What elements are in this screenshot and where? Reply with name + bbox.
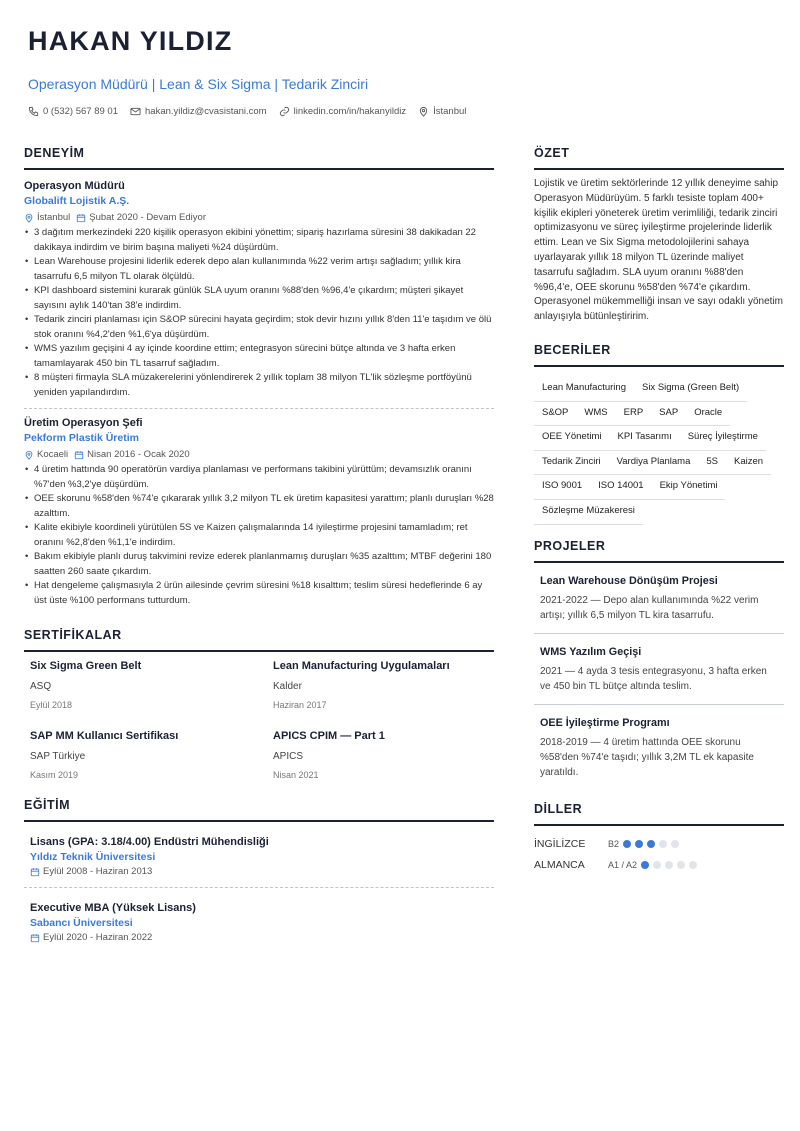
link-icon: [279, 106, 290, 117]
calendar-icon: [74, 450, 84, 460]
cert-name: SAP MM Kullanıcı Sertifikası: [30, 730, 179, 742]
cert-date: Nisan 2021: [273, 770, 319, 780]
certification-item: [30, 660, 273, 730]
language-name: İNGİLİZCE: [534, 838, 586, 851]
candidate-tagline: Operasyon Müdürü | Lean & Six Sigma | Tedarik Zinciri: [28, 76, 369, 92]
rating-dot-filled: [647, 840, 655, 848]
job-period: Nisan 2016 - Ocak 2020: [87, 449, 190, 460]
language-level: A1 / A2: [608, 860, 638, 871]
bullet-item: • Hat dengeleme çalışmasıyla 2 ürün ailesinde çevrim süresini %18 kısalttım; teslim süresi hedeflerinde 6 ay üst üste %100 performans tutturdum.: [24, 579, 494, 608]
rating-dot-empty: [689, 861, 697, 869]
project-desc: 2021 — 4 ayda 3 tesis entegrasyonu, 3 hafta erken ve 450 bin TL bütçe altında teslim.: [540, 665, 767, 692]
dashed-divider: [24, 408, 494, 409]
degree-title: Lisans (GPA: 3.18/4.00) Endüstri Mühendisliği: [30, 836, 269, 848]
cert-org: Kalder: [273, 681, 302, 692]
cert-org: APICS: [273, 751, 304, 762]
cert-org: ASQ: [30, 681, 52, 692]
bullet-item: • 3 dağıtım merkezindeki 220 kişilik operasyon ekibini yönettim; sipariş hazırlama süresini 38 dakikadan 22 dakikaya indirdim ve birim başına maliyeti %24 düşürdüm.: [24, 226, 494, 255]
bullet-item: • Bakım ekibiyle planlı duruş takvimini revize ederek planlanmamış duruşları %35 azalttım; MTBF değerini 180 saatten 260 saate çıkardım.: [24, 550, 494, 579]
project-item: [534, 634, 784, 694]
skill-tag: WMS: [576, 402, 615, 427]
rating-dot-empty: [671, 840, 679, 848]
bullet-item: • KPI dashboard sistemini kurarak günlük SLA uyum oranını %88'den %96,4'e çıkardım; müşteri şikayet sayısını aylık 140'tan 38'e indirdim.: [24, 284, 494, 313]
school-name: Yıldız Teknik Üniversitesi: [30, 851, 156, 863]
skill-tag: Süreç İyileştirme: [680, 426, 766, 451]
company-name: Globalift Lojistik A.Ş.: [24, 195, 130, 207]
certification-item: [273, 730, 500, 800]
skill-tag: Sözleşme Müzakeresi: [534, 500, 643, 525]
skill-tag: ERP: [616, 402, 652, 427]
experience-heading: DENEYİM: [24, 146, 494, 170]
rating-dot-filled: [623, 840, 631, 848]
summary-text: Lojistik ve üretim sektörlerinde 12 yıllık deneyime sahip Operasyon Müdürüyüm. 5 farklı tesiste toplam 400+ kişilik ekipleri yöneterek üretim verimliliği, tedarik zinciri optimizasyonu ve süreç iyileştirme projelerinde liderlik ettim. Lean ve Six Sigma metodolojilerini sahaya uyarlayarak yıllık 18 milyon TL üzerinde maliyet tasarrufu sağladım. SLA uyum oranını %88'den %96,4'e, OEE skorunu %58'den %74'e çıkardım. Operasyonel mükemmelliği insan ve sayı odaklı yönetim anlayışıyla bütünleştiririm.: [534, 178, 783, 323]
language-level: B2: [608, 839, 620, 850]
project-title: Lean Warehouse Dönüşüm Projesi: [540, 574, 718, 587]
languages-heading: DİLLER: [534, 802, 784, 826]
skill-tag: S&OP: [534, 402, 576, 427]
skill-tag: Vardiya Planlama: [609, 451, 699, 476]
city-text: İstanbul: [433, 106, 467, 117]
certification-item: [30, 730, 273, 800]
skill-tag: SAP: [651, 402, 686, 427]
education-period: Eylül 2020 - Haziran 2022: [43, 932, 153, 943]
experience-item: [24, 413, 494, 608]
skill-tag: ISO 14001: [590, 475, 651, 500]
contact-bar: [28, 106, 478, 117]
language-row: [534, 855, 784, 876]
phone-icon: [28, 106, 39, 117]
language-name: ALMANCA: [534, 859, 585, 872]
rating-dot-empty: [677, 861, 685, 869]
rating-dot-empty: [665, 861, 673, 869]
skill-tag: Ekip Yönetimi: [652, 475, 726, 500]
company-name: Pekform Plastik Üretim: [24, 432, 139, 444]
skill-tag: Kaizen: [726, 451, 771, 476]
cert-name: Lean Manufacturing Uygulamaları: [273, 660, 450, 672]
calendar-icon: [76, 213, 86, 223]
job-bullets: [24, 226, 494, 400]
education-meta: [30, 866, 494, 877]
cert-date: Haziran 2017: [273, 700, 327, 710]
job-meta: [24, 449, 494, 460]
school-name: Sabancı Üniversitesi: [30, 917, 133, 929]
projects-heading: PROJELER: [534, 539, 784, 563]
degree-title: Executive MBA (Yüksek Lisans): [30, 902, 196, 914]
cert-name: Six Sigma Green Belt: [30, 660, 142, 672]
left-column: [24, 146, 494, 943]
bullet-item: • 8 müşteri firmayla SLA müzakerelerini yönlendirerek 2 yıllık toplam 38 milyon TL'lik sözleşme portföyünü yeniden yapılandırdım.: [24, 371, 494, 400]
linkedin-text: linkedin.com/in/hakanyildiz: [293, 106, 407, 117]
bullet-item: • 4 üretim hattında 90 operatörün vardiya planlaması ve performans takibini yürüttüm; devamsızlık oranını %7'den %3,2'ye düşürdüm.: [24, 463, 494, 492]
skill-tag: OEE Yönetimi: [534, 426, 610, 451]
certifications-grid: [24, 652, 494, 800]
location-pin-icon: [418, 106, 429, 117]
cert-date: Kasım 2019: [30, 770, 79, 780]
skills-heading: BECERİLER: [534, 343, 784, 367]
contact-city: [418, 106, 466, 117]
certification-item: [273, 660, 500, 730]
rating-dot-empty: [653, 861, 661, 869]
job-location: İstanbul: [37, 212, 71, 223]
experience-item: [24, 170, 494, 400]
cert-date: Eylül 2018: [30, 700, 73, 710]
certifications-heading: SERTİFİKALAR: [24, 628, 494, 652]
project-title: OEE İyileştirme Programı: [540, 716, 670, 729]
education-period: Eylül 2008 - Haziran 2013: [43, 866, 153, 877]
language-row: [534, 834, 784, 855]
language-rating: [641, 861, 701, 869]
calendar-icon: [30, 933, 40, 943]
project-item: [534, 563, 784, 623]
skill-tag: 5S: [698, 451, 726, 476]
education-item: [24, 892, 494, 943]
project-title: WMS Yazılım Geçişi: [540, 645, 642, 658]
job-period: Şubat 2020 - Devam Ediyor: [89, 212, 206, 223]
languages-list: [534, 826, 784, 876]
job-title: Üretim Operasyon Şefi: [24, 417, 143, 429]
skill-tag: Oracle: [686, 402, 730, 427]
phone-text: 0 (532) 567 89 01: [43, 106, 119, 117]
job-meta: [24, 212, 494, 223]
skills-list: [534, 367, 784, 525]
bullet-item: • Tedarik zinciri planlaması için S&OP sürecini hayata geçirdim; stok devir hızını yıllık 8'den 11'e taşıdım ve ölü stok oranını %4,2'den %1,6'ya düşürdüm.: [24, 313, 494, 342]
job-title: Operasyon Müdürü: [24, 180, 125, 192]
skill-tag: KPI Tasarımı: [610, 426, 680, 451]
language-rating: [623, 840, 683, 848]
project-desc: 2018-2019 — 4 üretim hattında OEE skorunu %58'den %74'e taşıdı; yıllık 3,2M TL ek kapasite yaratıldı.: [540, 736, 754, 778]
cert-org: SAP Türkiye: [30, 751, 86, 762]
calendar-icon: [30, 867, 40, 877]
job-bullets: [24, 463, 494, 608]
skill-tag: Tedarik Zinciri: [534, 451, 609, 476]
rating-dot-filled: [635, 840, 643, 848]
bullet-item: • OEE skorunu %58'den %74'e çıkararak yıllık 3,2 milyon TL ek üretim kapasitesi yarattım; planlı duruşları %28 azalttım.: [24, 492, 494, 521]
bullet-item: • Lean Warehouse projesini liderlik ederek depo alan kullanımında %22 verim artışı sağladım; yıllık kira tasarrufu 6,5 milyon TL olarak ölçüldü.: [24, 255, 494, 284]
skill-tag: Six Sigma (Green Belt): [634, 377, 747, 402]
dashed-divider: [24, 887, 494, 888]
bullet-item: • Kalite ekibiyle koordineli yürütülen 5S ve Kaizen çalışmalarında 14 iyileştirme projesini tamamladım; ret oranını %2,8'den %1,1'e indirdim.: [24, 521, 494, 550]
right-column: [534, 146, 784, 876]
project-desc: 2021-2022 — Depo alan kullanımında %22 verim artışı; yıllık 6,5 milyon TL kira tasarrufu.: [540, 594, 759, 621]
education-item: [24, 822, 494, 877]
education-meta: [30, 932, 494, 943]
contact-email[interactable]: [130, 106, 267, 117]
rating-dot-filled: [641, 861, 649, 869]
skill-tag: ISO 9001: [534, 475, 590, 500]
cert-name: APICS CPIM — Part 1: [273, 730, 385, 742]
skill-tag: Lean Manufacturing: [534, 377, 634, 402]
email-text: hakan.yildiz@cvasistani.com: [145, 106, 267, 117]
location-pin-icon: [24, 450, 34, 460]
job-location: Kocaeli: [37, 449, 69, 460]
rating-dot-empty: [659, 840, 667, 848]
mail-icon: [130, 106, 141, 117]
education-heading: EĞİTİM: [24, 798, 494, 822]
project-item: [534, 705, 784, 780]
bullet-item: • WMS yazılım geçişini 4 ay içinde koordine ettim; entegrasyon sürecini bütçe altında ve 3 hafta erken tamamlayarak 450 bin TL tasarruf sağladım.: [24, 342, 494, 371]
contact-phone[interactable]: [28, 106, 118, 117]
summary-heading: ÖZET: [534, 146, 784, 170]
location-pin-icon: [24, 213, 34, 223]
candidate-name: HAKAN YILDIZ: [28, 26, 233, 56]
contact-linkedin[interactable]: [279, 106, 406, 117]
